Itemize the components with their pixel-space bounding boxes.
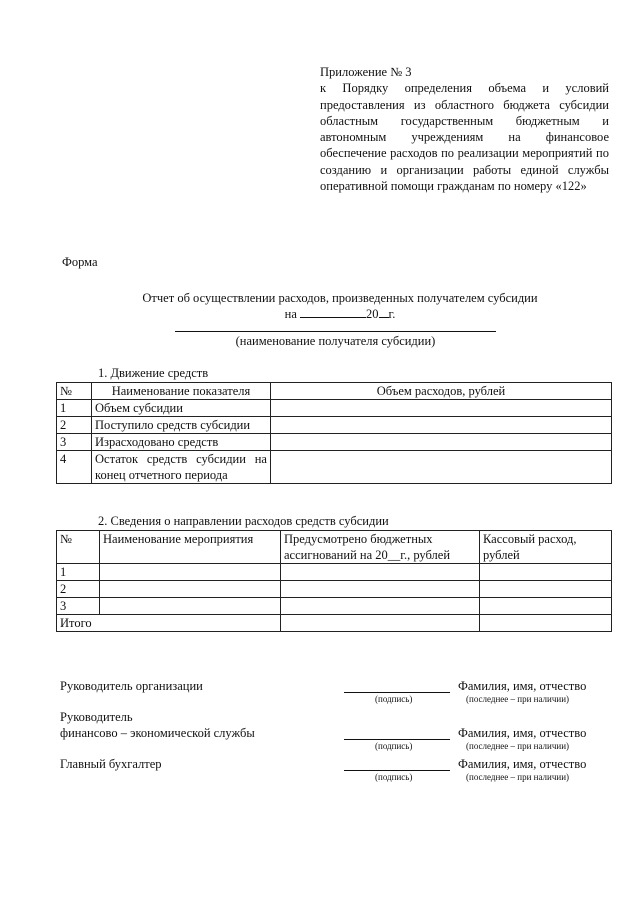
fio-caption: (последнее – при наличии) xyxy=(466,694,570,704)
form-label: Форма xyxy=(62,255,98,269)
signature-caption: (подпись) xyxy=(375,772,413,782)
expense-direction-table xyxy=(56,530,612,632)
row-activity-cell[interactable] xyxy=(100,598,281,615)
row-amount-cell[interactable] xyxy=(271,400,612,417)
table-row xyxy=(57,581,612,598)
row-amount-cell[interactable] xyxy=(271,417,612,434)
signature-finance-label-line1: Руководитель xyxy=(60,710,133,724)
row-indicator: Поступило средств субсидии xyxy=(92,417,271,434)
row-amount-cell[interactable] xyxy=(271,451,612,484)
table-total-row xyxy=(57,615,612,632)
row-budget-cell[interactable] xyxy=(281,581,480,598)
row-number: 4 xyxy=(57,451,92,484)
report-year-suffix: г. xyxy=(388,307,396,321)
report-period-line xyxy=(60,306,620,322)
total-cash-cell[interactable] xyxy=(480,615,612,632)
signature-finance-line[interactable] xyxy=(344,739,450,740)
col-number-header: № xyxy=(57,383,92,400)
funds-movement-table xyxy=(56,382,612,484)
table-header-row xyxy=(57,383,612,400)
table-row xyxy=(57,400,612,417)
section2-heading: 2. Сведения о направлении расходов средств субсидии xyxy=(98,514,389,528)
row-number: 1 xyxy=(57,400,92,417)
fio-caption: (последнее – при наличии) xyxy=(466,741,570,751)
col-number-header: № xyxy=(57,531,100,564)
signature-accountant-label: Главный бухгалтер xyxy=(60,757,162,771)
table-row xyxy=(57,417,612,434)
row-budget-cell[interactable] xyxy=(281,564,480,581)
row-number: 2 xyxy=(57,581,100,598)
row-budget-cell[interactable] xyxy=(281,598,480,615)
col-activity-header: Наименование мероприятия xyxy=(100,531,281,564)
report-title-line1: Отчет об осуществлении расходов, произведенных получателем субсидии xyxy=(142,291,538,305)
signature-accountant-fio: Фамилия, имя, отчество xyxy=(458,757,587,771)
table-row xyxy=(57,598,612,615)
row-activity-cell[interactable] xyxy=(100,581,281,598)
report-year-prefix: 20 xyxy=(366,307,379,321)
row-indicator: Объем субсидии xyxy=(92,400,271,417)
section1-heading: 1. Движение средств xyxy=(98,366,209,380)
row-number: 1 xyxy=(57,564,100,581)
signature-caption: (подпись) xyxy=(375,694,413,704)
signature-head-fio: Фамилия, имя, отчество xyxy=(458,679,587,693)
recipient-name-line[interactable] xyxy=(175,331,496,332)
report-on-prefix: на xyxy=(284,307,297,321)
total-label: Итого xyxy=(57,615,281,632)
table-row xyxy=(57,451,612,484)
row-number: 3 xyxy=(57,434,92,451)
signature-finance-fio: Фамилия, имя, отчество xyxy=(458,726,587,740)
table-row xyxy=(57,434,612,451)
report-title xyxy=(60,290,620,322)
row-cash-cell[interactable] xyxy=(480,598,612,615)
signature-head-label: Руководитель организации xyxy=(60,679,203,693)
row-number: 3 xyxy=(57,598,100,615)
col-cash-expense-header: Кассовый расход, рублей xyxy=(480,531,612,564)
row-cash-cell[interactable] xyxy=(480,581,612,598)
row-indicator: Израсходовано средств xyxy=(92,434,271,451)
fio-caption: (последнее – при наличии) xyxy=(466,772,570,782)
row-indicator: Остаток средств субсидии на конец отчетного периода xyxy=(92,451,271,484)
signature-accountant-line[interactable] xyxy=(344,770,450,771)
row-amount-cell[interactable] xyxy=(271,434,612,451)
row-number: 2 xyxy=(57,417,92,434)
col-indicator-header: Наименование показателя xyxy=(92,383,271,400)
report-date-blank[interactable] xyxy=(300,306,366,318)
signature-caption: (подпись) xyxy=(375,741,413,751)
table-header-row xyxy=(57,531,612,564)
col-amount-header: Объем расходов, рублей xyxy=(271,383,612,400)
total-budget-cell[interactable] xyxy=(281,615,480,632)
row-cash-cell[interactable] xyxy=(480,564,612,581)
recipient-caption: (наименование получателя субсидии) xyxy=(235,334,436,348)
report-year-blank[interactable] xyxy=(379,306,389,318)
signature-head-line[interactable] xyxy=(344,692,450,693)
signature-finance-label-line2: финансово – экономической службы xyxy=(60,726,255,740)
row-activity-cell[interactable] xyxy=(100,564,281,581)
appendix-body: к Порядку определения объема и условий предоставления из областного бюджета субсидии областным государственным бюджетным и автономным учреждениям на финансовое обеспечение расходов по реализации мероприятий по созданию и организации работы единой службы оперативной помощи гражданам по номеру «122» xyxy=(320,81,609,194)
col-budget-header: Предусмотрено бюджетных ассигнований на 20__г., рублей xyxy=(281,531,480,564)
appendix-title: Приложение № 3 xyxy=(320,65,412,79)
table-row xyxy=(57,564,612,581)
appendix-block xyxy=(320,64,609,194)
